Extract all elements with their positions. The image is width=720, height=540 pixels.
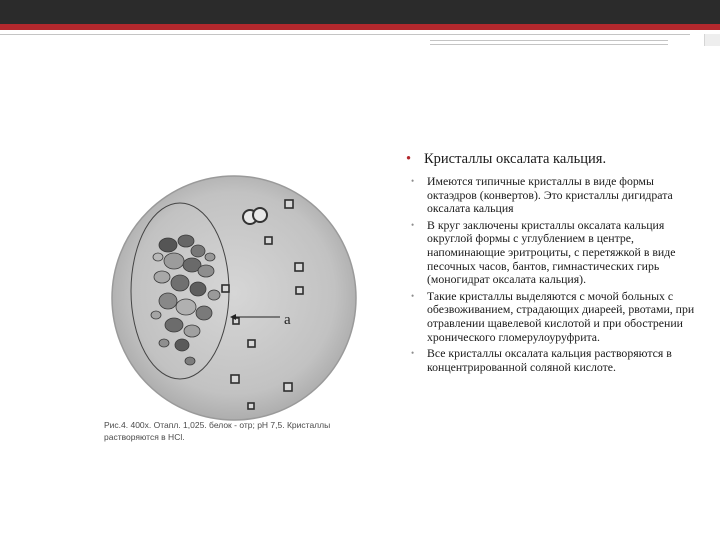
decor-line [430, 40, 668, 41]
bullet-dot-icon: • [411, 219, 415, 230]
sub-bullet [404, 347, 704, 374]
bullet-dot-icon: • [411, 348, 415, 359]
micrograph-image [98, 165, 373, 455]
bullet-dot-icon: • [411, 176, 415, 186]
top-accent-bar [0, 24, 720, 30]
sub-bullet-text: Имеются типичные кристаллы в виде формы октаэдров (конвертов). Это кристаллы дигидрата оксалата кальция [427, 174, 673, 216]
sub-bullet-list [404, 175, 704, 374]
sub-bullet-text: Такие кристаллы выделяются с мочой больных с обезвоживанием, страдающих диареей, рвотами, при отравлении щавелевой кислотой и при обострении хронического гломерулоуруфрита. [427, 288, 695, 344]
main-bullet [404, 150, 704, 168]
top-bar [0, 0, 720, 24]
decor-line [430, 44, 668, 45]
sub-bullet-text: Все кристаллы оксалата кальция растворяются в концентрированной соляной кислоте. [427, 346, 672, 374]
sub-bullet [404, 175, 704, 216]
sub-bullet-text: В круг заключены кристаллы оксалата кальция округлой формы с углублением в центре, напоминающие эритроциты, с перетяжкой в виде песочных часов, бантов, гимнастических гирь (моногидрат оксалата кальция). [427, 217, 676, 287]
bullet-dot-icon: • [411, 290, 415, 301]
figure-label-a: a [284, 312, 291, 328]
decor-line [0, 34, 690, 35]
slide-content [404, 150, 704, 377]
dumbbell-crystal [243, 208, 267, 224]
figure-caption: Рис.4. 400х. Отапл. 1,025. белок - отр; рН 7,5. Кристаллы растворяются в HCl. [104, 420, 331, 442]
bullet-dot-icon: • [406, 151, 412, 167]
micrograph-figure [98, 165, 373, 455]
sub-bullet [404, 219, 704, 287]
slide-title: Кристаллы оксалата кальция. [424, 151, 607, 167]
decor-box [704, 34, 720, 46]
sub-bullet [404, 290, 704, 344]
